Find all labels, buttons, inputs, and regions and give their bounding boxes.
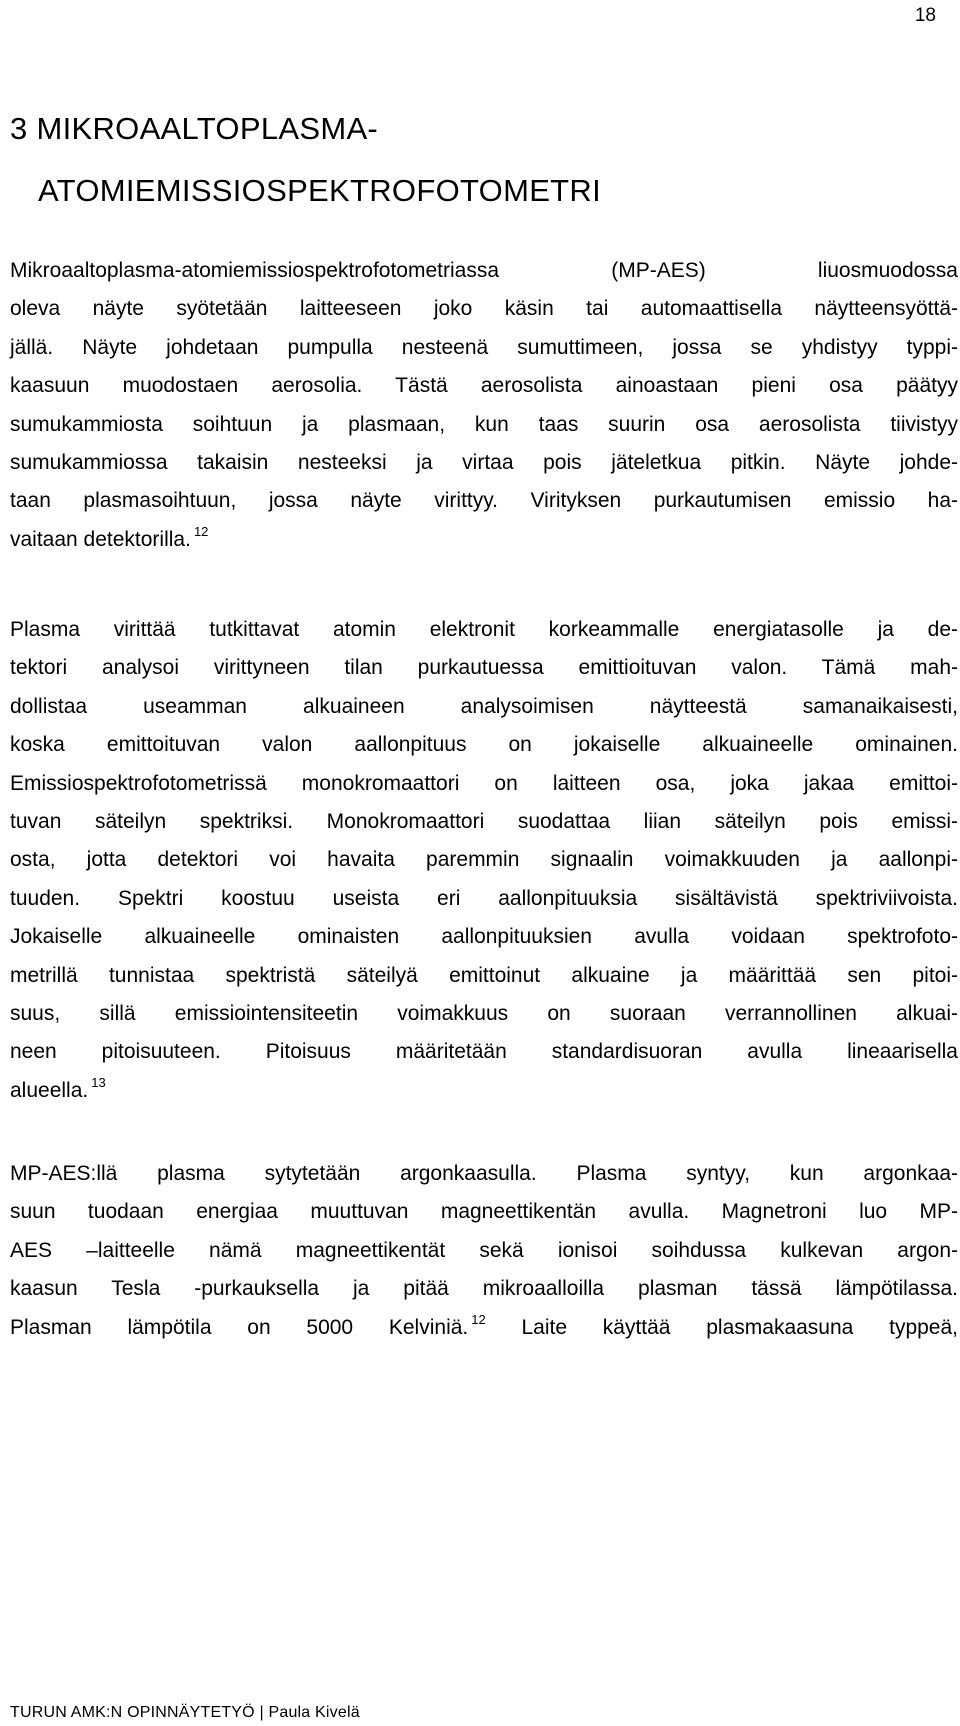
page-number: 18 [914,5,936,26]
text-line: sumukammiossa takaisin nesteeksi ja virtaa pois jäteletkua pitkin. Näyte johde- [10,451,958,475]
paragraph-2 [10,611,958,1110]
text-line: kaasuun muodostaen aerosolia. Tästä aerosolista ainoastaan pieni osa päätyy [10,374,958,398]
text-line: suus, sillä emissiointensiteetin voimakkuus on suoraan verrannollinen alkuai- [10,1002,958,1026]
page-footer: TURUN AMK:N OPINNÄYTETYÖ | Paula Kivelä [10,1704,360,1721]
text-line: suun tuodaan energiaa muuttuvan magneettikentän avulla. Magnetroni luo MP- [10,1200,958,1224]
reference-superscript: 13 [91,1074,106,1090]
paragraph-3 [10,1155,958,1347]
text-line: Plasma virittää tutkittavat atomin elektronit korkeammalle energiatasolle ja de- [10,618,958,641]
text-line: metrillä tunnistaa spektristä säteilyä emittoinut alkuaine ja määrittää sen pitoi- [10,963,958,987]
text-line-tail: Laite käyttää plasmakaasuna typpeä, [485,1315,958,1339]
paragraph-1 [10,252,958,559]
text-line-content: vaitaan detektorilla. [10,527,191,551]
text-line-content: Plasman lämpötila on 5000 Kelviniä. [10,1315,469,1339]
text-line: AES –laitteelle nämä magneettikentät sekä ionisoi soihdussa kulkevan argon- [10,1238,958,1262]
text-line: tuvan säteilyn spektriksi. Monokromaattori suodattaa liian säteilyn pois emissi- [10,810,958,834]
text-line [10,1072,958,1110]
text-line: tektori analysoi virittyneen tilan purkautuessa emittioituvan valon. Tämä mah- [10,656,958,680]
text-line: dollistaa useamman alkuaineen analysoimisen näytteestä samanaikaisesti, [10,694,958,718]
text-line-content: alueella. [10,1078,89,1102]
chapter-heading [10,98,601,222]
text-line: osta, jotta detektori voi havaita paremmin signaalin voimakkuuden ja aallonpi- [10,848,958,872]
reference-superscript: 12 [193,523,209,539]
text-line: kaasun Tesla -purkauksella ja pitää mikroaalloilla plasman tässä lämpötilassa. [10,1277,958,1301]
text-line: Mikroaaltoplasma-atomiemissiospektrofotometriassa (MP-AES) liuosmuodossa [10,259,958,282]
text-line: taan plasmasoihtuun, jossa näyte virittyy. Virityksen purkautumisen emissio ha- [10,489,958,513]
text-line [10,1309,958,1347]
heading-line-1: 3 MIKROAALTOPLASMA- [10,111,379,146]
text-line: koska emittoituvan valon aallonpituus on jokaiselle alkuaineelle ominainen. [10,733,958,757]
text-line [10,521,958,559]
text-line: jällä. Näyte johdetaan pumpulla nesteenä sumuttimeen, jossa se yhdistyy typpi- [10,335,958,359]
text-line: neen pitoisuuteen. Pitoisuus määritetään standardisuoran avulla lineaarisella [10,1040,958,1064]
text-line: tuuden. Spektri koostuu useista eri aallonpituuksia sisältävistä spektriviivoista. [10,886,958,910]
text-line: Emissiospektrofotometrissä monokromaattori on laitteen osa, joka jakaa emittoi- [10,771,958,795]
heading-line-2: ATOMIEMISSIOSPEKTROFOTOMETRI [38,173,602,208]
reference-superscript: 12 [471,1311,486,1327]
text-line: sumukammiosta soihtuun ja plasmaan, kun taas suurin osa aerosolista tiivistyy [10,412,958,436]
text-line: Jokaiselle alkuaineelle ominaisten aallonpituuksien avulla voidaan spektrofoto- [10,925,958,949]
text-line: MP-AES:llä plasma sytytetään argonkaasulla. Plasma syntyy, kun argonkaa- [10,1162,958,1185]
text-line: oleva näyte syötetään laitteeseen joko käsin tai automaattisella näytteensyöttä- [10,297,958,321]
